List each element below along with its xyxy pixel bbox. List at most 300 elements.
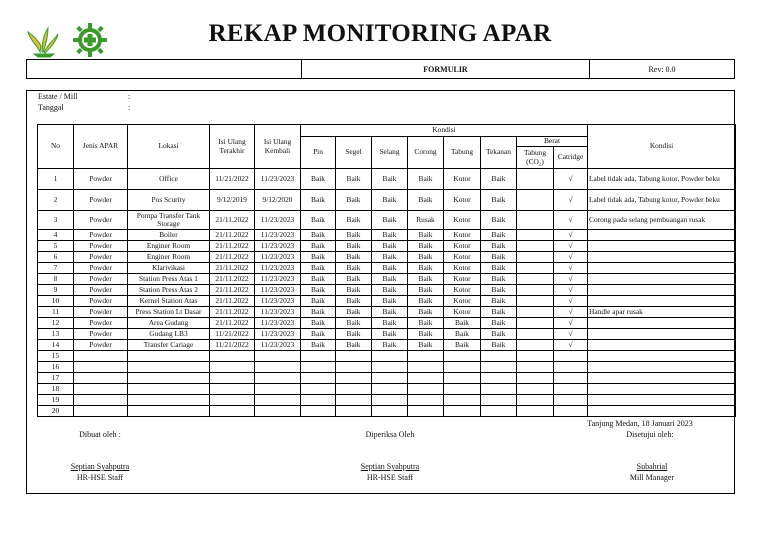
cell-catridge: √ — [554, 252, 588, 263]
cell-jenis: Powder — [74, 274, 128, 285]
cell-jenis: Powder — [74, 211, 128, 230]
cell-selang — [372, 406, 408, 417]
cell-segel: Baik — [336, 318, 372, 329]
cell-isi1: 21/11.2022 — [210, 318, 255, 329]
cell-tekanan — [481, 395, 517, 406]
cell-lokasi — [128, 351, 210, 362]
cell-selang: Baik — [372, 169, 408, 190]
cell-tekanan: Baik — [481, 169, 517, 190]
cell-lokasi: Area Gudang — [128, 318, 210, 329]
cell-jenis: Powder — [74, 340, 128, 351]
cell-no: 1 — [38, 169, 74, 190]
cell-co2 — [517, 169, 554, 190]
cell-co2 — [517, 263, 554, 274]
cell-tekanan: Baik — [481, 318, 517, 329]
cell-isi2: 11/23/2023 — [255, 329, 301, 340]
cell-jenis — [74, 373, 128, 384]
cell-lokasi: Enginer Room — [128, 252, 210, 263]
table-row — [38, 318, 736, 329]
cell-isi1: 11/21/2022 — [210, 329, 255, 340]
cell-selang: Baik — [372, 211, 408, 230]
cell-pin — [301, 384, 336, 395]
cell-isi1: 21/11.2022 — [210, 274, 255, 285]
cell-corong: Baik — [408, 169, 444, 190]
cell-pin: Baik — [301, 211, 336, 230]
cell-corong: Baik — [408, 230, 444, 241]
cell-pin: Baik — [301, 285, 336, 296]
cell-tabung: Baik — [444, 329, 481, 340]
cell-pin: Baik — [301, 263, 336, 274]
cell-jenis: Powder — [74, 263, 128, 274]
cell-selang — [372, 373, 408, 384]
cell-segel — [336, 406, 372, 417]
cell-isi1 — [210, 384, 255, 395]
cell-isi2: 11/23/2023 — [255, 307, 301, 318]
cell-selang: Baik — [372, 252, 408, 263]
cell-tabung — [444, 395, 481, 406]
cell-note — [588, 384, 736, 395]
cell-jenis: Powder — [74, 307, 128, 318]
made-by-name: Septian Syahputra — [70, 462, 130, 471]
cell-pin: Baik — [301, 307, 336, 318]
cell-tabung: Kotor — [444, 230, 481, 241]
cell-note — [588, 318, 736, 329]
cell-catridge: √ — [554, 263, 588, 274]
cell-lokasi: Gudang LB3 — [128, 329, 210, 340]
cell-selang: Baik — [372, 329, 408, 340]
cell-co2 — [517, 230, 554, 241]
table-row — [38, 373, 736, 384]
cell-tabung: Kotor — [444, 296, 481, 307]
cell-isi1 — [210, 395, 255, 406]
cell-co2 — [517, 362, 554, 373]
cell-isi1: 21/11.2022 — [210, 296, 255, 307]
approved-by-signature — [592, 462, 712, 484]
cell-jenis: Powder — [74, 296, 128, 307]
cell-isi2 — [255, 362, 301, 373]
form-header-bar — [26, 59, 735, 79]
cell-co2 — [517, 384, 554, 395]
made-by-role: HR-HSE Staff — [76, 472, 124, 482]
cell-segel: Baik — [336, 285, 372, 296]
cell-no: 13 — [38, 329, 74, 340]
approved-by-name: Subahrial — [636, 462, 668, 471]
cell-note — [588, 351, 736, 362]
cell-catridge: √ — [554, 230, 588, 241]
cell-isi1: 11/21/2022 — [210, 169, 255, 190]
cell-catridge: √ — [554, 190, 588, 211]
cell-corong — [408, 384, 444, 395]
cell-pin — [301, 395, 336, 406]
cell-segel: Baik — [336, 230, 372, 241]
estate-row — [38, 92, 131, 101]
cell-co2 — [517, 329, 554, 340]
cell-tabung — [444, 351, 481, 362]
cell-lokasi: Station Press Atas 2 — [128, 285, 210, 296]
cell-segel: Baik — [336, 190, 372, 211]
cell-tekanan: Baik — [481, 285, 517, 296]
cell-catridge: √ — [554, 274, 588, 285]
cell-selang: Baik — [372, 274, 408, 285]
cell-segel — [336, 362, 372, 373]
cell-isi2: 11/23/2023 — [255, 285, 301, 296]
estate-label: Estate / Mill — [38, 92, 78, 101]
cell-catridge: √ — [554, 169, 588, 190]
cell-lokasi: Pompa Transfer Tank Storage — [128, 211, 210, 230]
cell-tabung: Kotor — [444, 263, 481, 274]
cell-isi2: 11/23/2023 — [255, 241, 301, 252]
cell-lokasi: Office — [128, 169, 210, 190]
cell-co2 — [517, 285, 554, 296]
cell-corong: Baik — [408, 340, 444, 351]
cell-no: 8 — [38, 274, 74, 285]
cell-isi2: 11/23/2023 — [255, 230, 301, 241]
cell-isi2 — [255, 406, 301, 417]
cell-isi1 — [210, 362, 255, 373]
cell-lokasi: Boiler — [128, 230, 210, 241]
cell-corong — [408, 395, 444, 406]
cell-tabung — [444, 406, 481, 417]
cell-lokasi: Station Press Atas 1 — [128, 274, 210, 285]
cell-jenis — [74, 406, 128, 417]
cell-segel — [336, 395, 372, 406]
cell-no: 2 — [38, 190, 74, 211]
cell-isi2: 9/12/2020 — [255, 190, 301, 211]
cell-isi1 — [210, 351, 255, 362]
cell-isi2: 11/23/2023 — [255, 274, 301, 285]
cell-jenis: Powder — [74, 318, 128, 329]
cell-pin — [301, 362, 336, 373]
cell-catridge: √ — [554, 329, 588, 340]
cell-pin: Baik — [301, 274, 336, 285]
cell-note — [588, 274, 736, 285]
table-row — [38, 169, 736, 190]
cell-catridge — [554, 395, 588, 406]
cell-co2 — [517, 351, 554, 362]
cell-segel: Baik — [336, 252, 372, 263]
cell-isi1: 21/11.2022 — [210, 241, 255, 252]
cell-tabung: Kotor — [444, 169, 481, 190]
header-kondisi-note: Kondisi — [588, 125, 736, 169]
cell-note: Label tidak ada, Tabung kotor, Powder beku — [588, 169, 736, 190]
cell-tekanan — [481, 362, 517, 373]
cell-jenis — [74, 351, 128, 362]
cell-lokasi: Pos Scurity — [128, 190, 210, 211]
header-tabung-co2: Tabung (CO₂) — [517, 147, 554, 169]
cell-corong: Baik — [408, 318, 444, 329]
cell-pin: Baik — [301, 340, 336, 351]
cell-catridge: √ — [554, 318, 588, 329]
cell-note: Corong pada selang pembuangan rusak — [588, 211, 736, 230]
cell-pin: Baik — [301, 318, 336, 329]
cell-pin — [301, 406, 336, 417]
header-isi-terakhir: Isi Ulang Terakhir — [210, 125, 255, 169]
cell-selang — [372, 362, 408, 373]
table-row — [38, 296, 736, 307]
cell-note — [588, 395, 736, 406]
cell-corong: Baik — [408, 285, 444, 296]
cell-co2 — [517, 252, 554, 263]
cell-no: 19 — [38, 395, 74, 406]
header-tekanan: Tekanan — [481, 137, 517, 169]
cell-tekanan — [481, 384, 517, 395]
cell-note — [588, 230, 736, 241]
cell-selang: Baik — [372, 230, 408, 241]
cell-note — [588, 340, 736, 351]
cell-selang: Baik — [372, 340, 408, 351]
cell-tabung: Kotor — [444, 274, 481, 285]
cell-tabung: Baik — [444, 318, 481, 329]
cell-corong — [408, 406, 444, 417]
cell-jenis: Powder — [74, 190, 128, 211]
cell-segel: Baik — [336, 296, 372, 307]
table-row — [38, 384, 736, 395]
cell-corong: Baik — [408, 329, 444, 340]
cell-co2 — [517, 211, 554, 230]
date-value: : — [128, 103, 131, 112]
cell-selang — [372, 384, 408, 395]
cell-isi1: 21/11.2022 — [210, 230, 255, 241]
cell-jenis: Powder — [74, 169, 128, 190]
cell-isi1 — [210, 406, 255, 417]
cell-note — [588, 252, 736, 263]
checked-by-label: Diperiksa Oleh — [365, 430, 415, 439]
cell-isi1: 21/11.2022 — [210, 285, 255, 296]
header-segel: Segel — [336, 137, 372, 169]
cell-isi1: 21/11.2022 — [210, 263, 255, 274]
cell-corong — [408, 373, 444, 384]
cell-tabung — [444, 362, 481, 373]
cell-note — [588, 285, 736, 296]
made-by-label: Dibuat oleh : — [79, 430, 121, 439]
cell-no: 14 — [38, 340, 74, 351]
header-kondisi-group: Kondisi — [301, 125, 588, 137]
cell-note — [588, 329, 736, 340]
cell-lokasi — [128, 395, 210, 406]
cell-tekanan — [481, 351, 517, 362]
cell-tabung: Kotor — [444, 307, 481, 318]
cell-corong: Baik — [408, 296, 444, 307]
revision-label: Rev: 0.0 — [648, 64, 676, 74]
cell-lokasi: Kernel Station Atas — [128, 296, 210, 307]
cell-pin — [301, 373, 336, 384]
cell-tabung: Baik — [444, 340, 481, 351]
cell-no: 18 — [38, 384, 74, 395]
table-row — [38, 307, 736, 318]
cell-selang — [372, 351, 408, 362]
cell-no: 11 — [38, 307, 74, 318]
cell-note — [588, 373, 736, 384]
cell-selang: Baik — [372, 296, 408, 307]
cell-no: 15 — [38, 351, 74, 362]
checked-by-role: HR-HSE Staff — [366, 472, 414, 482]
cell-tekanan: Baik — [481, 340, 517, 351]
cell-selang: Baik — [372, 285, 408, 296]
header-berat-group: Berat — [517, 137, 588, 147]
date-row — [38, 103, 131, 112]
cell-tekanan: Baik — [481, 263, 517, 274]
cell-tekanan: Baik — [481, 190, 517, 211]
made-by-signature — [40, 462, 160, 484]
cell-segel: Baik — [336, 211, 372, 230]
table-row — [38, 362, 736, 373]
cell-no: 7 — [38, 263, 74, 274]
cell-isi1: 21/11.2022 — [210, 252, 255, 263]
cell-segel: Baik — [336, 340, 372, 351]
cell-pin: Baik — [301, 241, 336, 252]
form-label: FORMULIR — [302, 60, 590, 78]
cell-no: 3 — [38, 211, 74, 230]
gear-cross-icon — [71, 22, 109, 58]
cell-lokasi — [128, 384, 210, 395]
cell-co2 — [517, 307, 554, 318]
cell-isi2: 11/23/2023 — [255, 296, 301, 307]
cell-co2 — [517, 373, 554, 384]
cell-segel: Baik — [336, 307, 372, 318]
cell-selang: Baik — [372, 318, 408, 329]
header-selang: Selang — [372, 137, 408, 169]
cell-tekanan: Baik — [481, 211, 517, 230]
cell-corong: Baik — [408, 252, 444, 263]
cell-isi2: 11/23/2023 — [255, 318, 301, 329]
cell-no: 16 — [38, 362, 74, 373]
header-catridge: Catridge — [554, 147, 588, 169]
cell-lokasi: Enginer Room — [128, 241, 210, 252]
cell-note — [588, 263, 736, 274]
cell-no: 17 — [38, 373, 74, 384]
cell-isi1: 9/12/2019 — [210, 190, 255, 211]
cell-tabung: Kotor — [444, 190, 481, 211]
cell-segel — [336, 351, 372, 362]
cell-catridge — [554, 406, 588, 417]
cell-jenis: Powder — [74, 252, 128, 263]
cell-no: 5 — [38, 241, 74, 252]
cell-tekanan: Baik — [481, 241, 517, 252]
cell-pin: Baik — [301, 190, 336, 211]
cell-tekanan: Baik — [481, 274, 517, 285]
estate-value: : — [128, 92, 131, 101]
table-row — [38, 241, 736, 252]
header-jenis: Jenis APAR — [74, 125, 128, 169]
header-empty-cell — [27, 60, 302, 78]
cell-catridge: √ — [554, 307, 588, 318]
cell-lokasi — [128, 373, 210, 384]
cell-jenis: Powder — [74, 241, 128, 252]
cell-tekanan: Baik — [481, 296, 517, 307]
cell-tekanan — [481, 406, 517, 417]
cell-corong — [408, 351, 444, 362]
cell-note: Label tidak ada, Tabung kotor, Powder beku — [588, 190, 736, 211]
cell-tabung: Kotor — [444, 241, 481, 252]
approved-by-label: Disetujui oleh: — [626, 430, 674, 439]
cell-co2 — [517, 340, 554, 351]
table-row — [38, 252, 736, 263]
cell-catridge — [554, 373, 588, 384]
cell-selang: Baik — [372, 241, 408, 252]
cell-tekanan: Baik — [481, 307, 517, 318]
cell-tekanan: Baik — [481, 252, 517, 263]
table-row — [38, 340, 736, 351]
cell-co2 — [517, 190, 554, 211]
table-row — [38, 274, 736, 285]
cell-no: 12 — [38, 318, 74, 329]
cell-jenis: Powder — [74, 329, 128, 340]
cell-no: 9 — [38, 285, 74, 296]
cell-tabung: Kotor — [444, 285, 481, 296]
table-row — [38, 406, 736, 417]
cell-isi2 — [255, 351, 301, 362]
table-row — [38, 263, 736, 274]
header-tabung: Tabung — [444, 137, 481, 169]
cell-tabung: Kotor — [444, 252, 481, 263]
cell-isi2 — [255, 384, 301, 395]
cell-corong: Baik — [408, 307, 444, 318]
cell-segel — [336, 373, 372, 384]
cell-corong: Baik — [408, 190, 444, 211]
cell-tekanan: Baik — [481, 230, 517, 241]
cell-tabung — [444, 373, 481, 384]
cell-no: 10 — [38, 296, 74, 307]
cell-segel: Baik — [336, 263, 372, 274]
cell-corong: Baik — [408, 263, 444, 274]
cell-segel: Baik — [336, 241, 372, 252]
approved-by-role: Mill Manager — [629, 472, 675, 482]
cell-note — [588, 406, 736, 417]
cell-segel: Baik — [336, 169, 372, 190]
cell-catridge — [554, 384, 588, 395]
cell-lokasi — [128, 362, 210, 373]
cell-isi1: 21/11.2022 — [210, 211, 255, 230]
cell-lokasi: Transfer Cariage — [128, 340, 210, 351]
table-row — [38, 211, 736, 230]
cell-tekanan — [481, 373, 517, 384]
cell-note — [588, 241, 736, 252]
cell-jenis: Powder — [74, 285, 128, 296]
cell-catridge: √ — [554, 296, 588, 307]
cell-isi2: 11/23/2023 — [255, 169, 301, 190]
cell-catridge: √ — [554, 211, 588, 230]
header-lokasi: Lokasi — [128, 125, 210, 169]
cell-note — [588, 362, 736, 373]
cell-corong: Baik — [408, 241, 444, 252]
checked-by-name: Septian Syahputra — [360, 462, 420, 471]
cell-co2 — [517, 406, 554, 417]
cell-no: 6 — [38, 252, 74, 263]
page-title: REKAP MONITORING APAR — [208, 20, 552, 47]
cell-lokasi — [128, 406, 210, 417]
cell-jenis — [74, 384, 128, 395]
cell-tekanan: Baik — [481, 329, 517, 340]
table-row — [38, 351, 736, 362]
cell-pin: Baik — [301, 329, 336, 340]
cell-selang: Baik — [372, 263, 408, 274]
cell-tabung: Kotor — [444, 211, 481, 230]
cell-jenis — [74, 362, 128, 373]
cell-note: Handle apar rusak — [588, 307, 736, 318]
cell-isi2: 11/23/2023 — [255, 340, 301, 351]
table-row — [38, 230, 736, 241]
cell-pin: Baik — [301, 252, 336, 263]
cell-co2 — [517, 274, 554, 285]
cell-note — [588, 296, 736, 307]
apar-table — [37, 124, 736, 417]
header-corong: Corong — [408, 137, 444, 169]
cell-corong — [408, 362, 444, 373]
cell-corong: Rusak — [408, 211, 444, 230]
cell-catridge: √ — [554, 340, 588, 351]
cell-isi2 — [255, 395, 301, 406]
cell-catridge: √ — [554, 285, 588, 296]
